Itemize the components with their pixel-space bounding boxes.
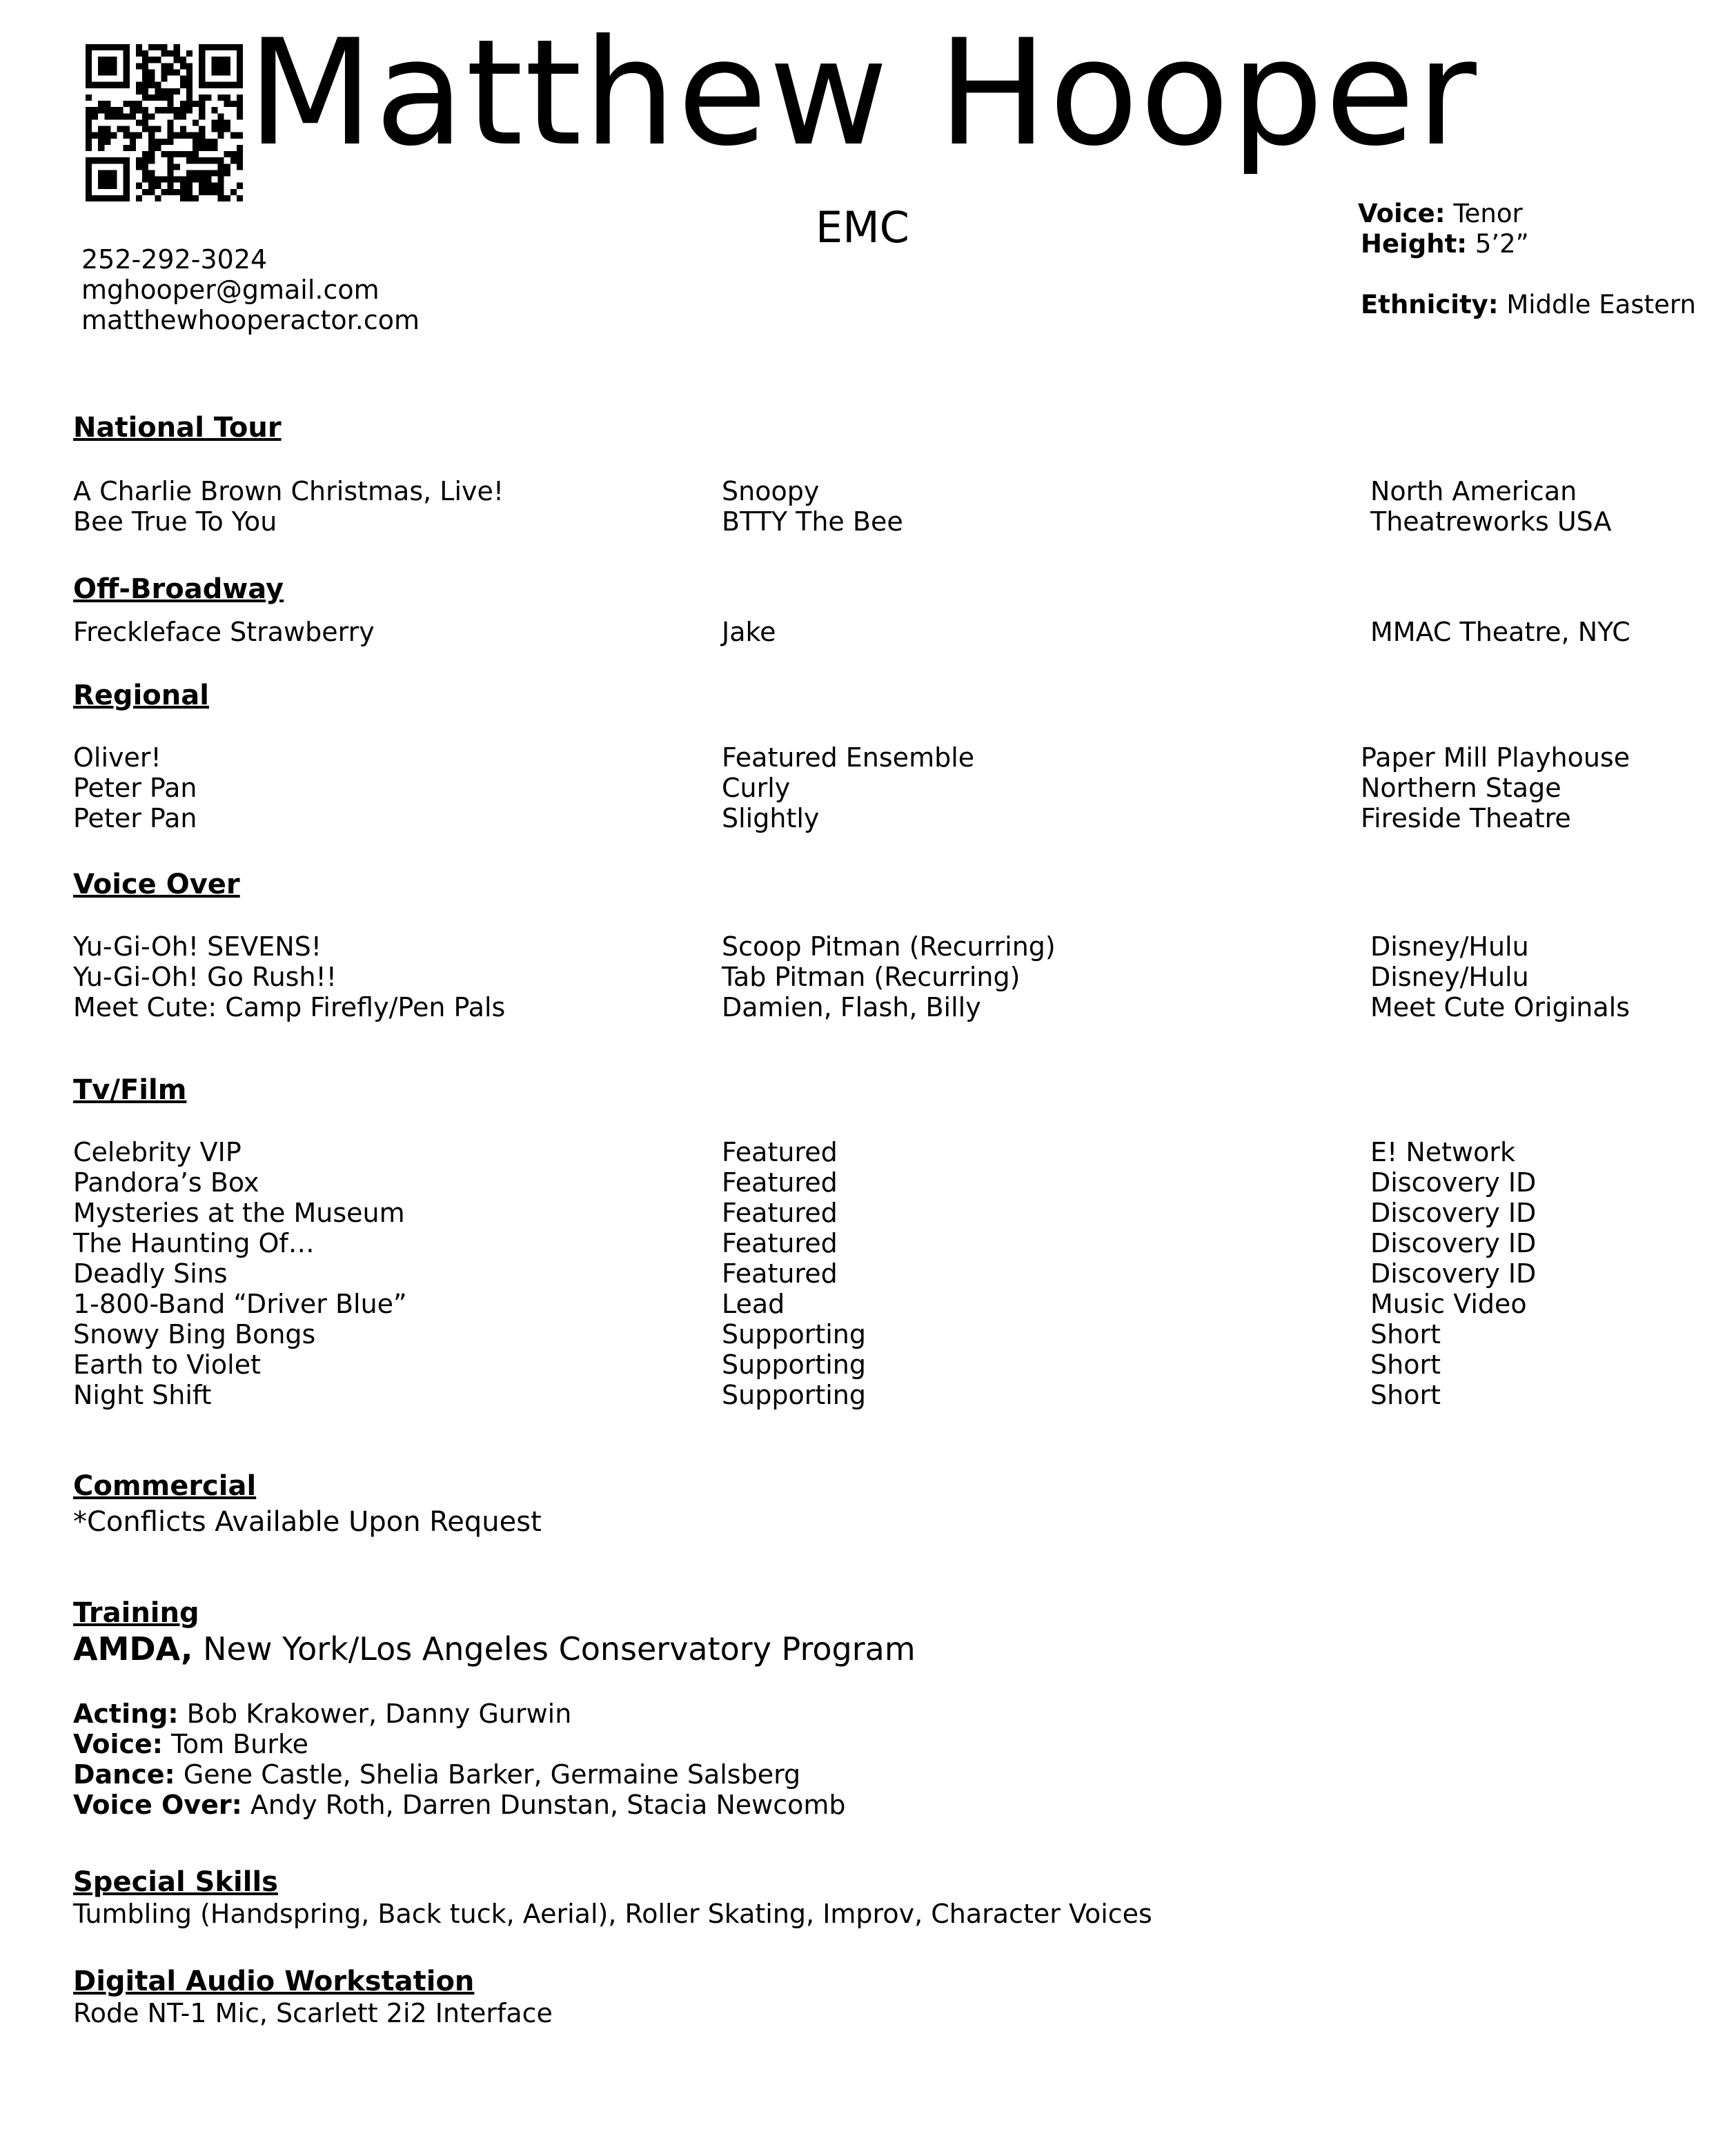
qr-module — [124, 189, 130, 195]
section-heading-regional: Regional — [73, 680, 209, 711]
credit-company: Northern Stage — [1361, 773, 1561, 803]
training-school-name: AMDA, — [73, 1630, 193, 1668]
credit-row — [0, 992, 1725, 1022]
stat-ethnicity-label: Ethnicity: — [1361, 290, 1499, 319]
teacher-line — [73, 1790, 846, 1820]
credit-company: North American — [1370, 476, 1577, 506]
credit-role: Featured Ensemble — [722, 742, 975, 773]
qr-module — [186, 183, 193, 189]
section-heading-tv-film: Tv/Film — [73, 1074, 187, 1106]
union-status: EMC — [816, 202, 909, 253]
credit-company: Disney/Hulu — [1370, 931, 1529, 962]
credit-company: Meet Cute Originals — [1370, 992, 1630, 1022]
qr-module — [155, 183, 161, 189]
credit-company: Discovery ID — [1370, 1228, 1537, 1258]
qr-module — [237, 183, 243, 189]
credit-row — [0, 773, 1725, 803]
training-school — [73, 1630, 916, 1668]
credit-title: Peter Pan — [73, 803, 197, 833]
credit-company: Short — [1370, 1380, 1441, 1410]
qr-module — [161, 189, 167, 195]
credit-row — [0, 962, 1725, 992]
qr-module — [124, 183, 130, 189]
credit-row — [0, 931, 1725, 962]
qr-module — [199, 189, 205, 195]
teacher-names: Tom Burke — [171, 1729, 308, 1759]
credit-row — [0, 1349, 1725, 1380]
credit-company: Discovery ID — [1370, 1258, 1537, 1289]
credit-role: Featured — [722, 1167, 838, 1198]
qr-module — [168, 183, 174, 189]
section-heading-national-tour: National Tour — [73, 412, 282, 444]
credit-title: The Haunting Of… — [73, 1228, 315, 1258]
qr-module — [148, 189, 155, 195]
credit-company: Short — [1370, 1349, 1441, 1380]
credit-company: Music Video — [1370, 1289, 1527, 1319]
credit-company: Paper Mill Playhouse — [1361, 742, 1630, 773]
credit-row — [0, 1167, 1725, 1198]
section-heading-voice-over: Voice Over — [73, 869, 240, 900]
credit-row — [0, 1198, 1725, 1228]
qr-module — [180, 183, 186, 189]
credit-role: Snoopy — [722, 476, 820, 506]
credit-row — [0, 1258, 1725, 1289]
teacher-line — [73, 1729, 308, 1759]
stat-voice-value: Tenor — [1453, 199, 1523, 228]
qr-module — [136, 183, 142, 189]
qr-module — [218, 189, 224, 195]
qr-module — [174, 189, 180, 195]
stat-voice-label: Voice: — [1358, 199, 1446, 228]
credit-role: Supporting — [722, 1349, 866, 1380]
credit-role: Featured — [722, 1198, 838, 1228]
credit-row — [0, 1380, 1725, 1410]
teacher-category: Voice: — [73, 1729, 163, 1759]
credit-role: Lead — [722, 1289, 785, 1319]
stat-voice — [1358, 199, 1523, 229]
credit-title: Oliver! — [73, 742, 161, 773]
credit-role: Supporting — [722, 1319, 866, 1349]
credit-title: Peter Pan — [73, 773, 197, 803]
teacher-names: Gene Castle, Shelia Barker, Germaine Salsberg — [183, 1759, 801, 1790]
credit-role: Slightly — [722, 803, 820, 833]
special-skills-text: Tumbling (Handspring, Back tuck, Aerial), Roller Skating, Improv, Character Voices — [73, 1899, 1152, 1929]
credit-row — [0, 1289, 1725, 1319]
credit-row — [0, 506, 1725, 537]
stat-height — [1361, 229, 1529, 259]
credit-row — [0, 476, 1725, 506]
credit-role: BTTY The Bee — [722, 506, 903, 537]
credit-title: 1-800-Band “Driver Blue” — [73, 1289, 407, 1319]
credit-role: Featured — [722, 1228, 838, 1258]
qr-module — [186, 189, 193, 195]
credit-title: Snowy Bing Bongs — [73, 1319, 316, 1349]
credit-title: Yu-Gi-Oh! Go Rush!! — [73, 962, 337, 992]
qr-module — [168, 189, 174, 195]
section-heading-daw: Digital Audio Workstation — [73, 1966, 475, 1997]
contact-phone: 252-292-3024 — [81, 244, 268, 275]
credit-title: Freckleface Strawberry — [73, 617, 375, 647]
qr-module — [86, 189, 92, 195]
credit-title: Yu-Gi-Oh! SEVENS! — [73, 931, 322, 962]
teacher-category: Acting: — [73, 1699, 179, 1729]
qr-module — [211, 183, 217, 189]
credit-role: Damien, Flash, Billy — [722, 992, 981, 1022]
credit-company: Disney/Hulu — [1370, 962, 1529, 992]
credit-title: Bee True To You — [73, 506, 277, 537]
credit-role: Tab Pitman (Recurring) — [722, 962, 1021, 992]
qr-module — [218, 183, 224, 189]
credit-title: Mysteries at the Museum — [73, 1198, 405, 1228]
stat-ethnicity-value: Middle Eastern — [1506, 290, 1696, 319]
credit-title: Deadly Sins — [73, 1258, 228, 1289]
credit-title: A Charlie Brown Christmas, Live! — [73, 476, 504, 506]
teacher-names: Andy Roth, Darren Dunstan, Stacia Newcomb — [250, 1790, 846, 1820]
credit-row — [0, 1319, 1725, 1349]
credit-title: Night Shift — [73, 1380, 212, 1410]
credit-row — [0, 742, 1725, 773]
credit-role: Supporting — [722, 1380, 866, 1410]
credit-title: Earth to Violet — [73, 1349, 262, 1380]
credit-company: Discovery ID — [1370, 1167, 1537, 1198]
qr-module — [205, 183, 211, 189]
credit-role: Scoop Pitman (Recurring) — [722, 931, 1056, 962]
qr-module — [205, 189, 211, 195]
teacher-line — [73, 1699, 571, 1729]
credit-company: Theatreworks USA — [1370, 506, 1612, 537]
credit-role: Featured — [722, 1258, 838, 1289]
credit-company: Fireside Theatre — [1361, 803, 1571, 833]
qr-module — [211, 189, 217, 195]
commercial-note: *Conflicts Available Upon Request — [73, 1506, 542, 1538]
credit-role: Featured — [722, 1137, 838, 1167]
teacher-names: Bob Krakower, Danny Gurwin — [186, 1699, 572, 1729]
credit-row — [0, 1137, 1725, 1167]
qr-module — [104, 183, 110, 189]
stat-ethnicity — [1361, 290, 1696, 320]
credit-role: Jake — [722, 617, 776, 647]
contact-website[interactable]: matthewhooperactor.com — [81, 305, 420, 335]
qr-module — [142, 189, 148, 195]
teacher-category: Dance: — [73, 1759, 175, 1790]
credit-row — [0, 1228, 1725, 1258]
daw-text: Rode NT-1 Mic, Scarlett 2i2 Interface — [73, 1998, 553, 2028]
credit-company: Discovery ID — [1370, 1198, 1537, 1228]
credit-title: Pandora’s Box — [73, 1167, 259, 1198]
qr-module — [230, 189, 237, 195]
credit-title: Meet Cute: Camp Firefly/Pen Pals — [73, 992, 506, 1022]
stat-height-value: 5’2” — [1475, 229, 1529, 259]
page-title: Matthew Hooper — [247, 8, 1478, 178]
qr-module — [98, 183, 104, 189]
qr-module — [180, 189, 186, 195]
credit-row — [0, 617, 1725, 647]
section-heading-special-skills: Special Skills — [73, 1866, 278, 1898]
credit-title: Celebrity VIP — [73, 1137, 241, 1167]
credit-company: Short — [1370, 1319, 1441, 1349]
contact-email[interactable]: mghooper@gmail.com — [81, 275, 379, 305]
credit-company: E! Network — [1370, 1137, 1515, 1167]
section-heading-commercial: Commercial — [73, 1470, 257, 1502]
credit-row — [0, 803, 1725, 833]
credit-company: MMAC Theatre, NYC — [1370, 617, 1630, 647]
training-program: New York/Los Angeles Conservatory Program — [203, 1630, 916, 1668]
stat-height-label: Height: — [1361, 229, 1468, 259]
section-heading-off-broadway: Off-Broadway — [73, 573, 284, 605]
teacher-category: Voice Over: — [73, 1790, 242, 1820]
qr-module — [86, 183, 92, 189]
credit-role: Curly — [722, 773, 791, 803]
qr-module — [148, 183, 155, 189]
qr-module — [199, 183, 205, 189]
teacher-line — [73, 1759, 800, 1790]
qr-module — [110, 183, 117, 189]
section-heading-training: Training — [73, 1597, 199, 1629]
